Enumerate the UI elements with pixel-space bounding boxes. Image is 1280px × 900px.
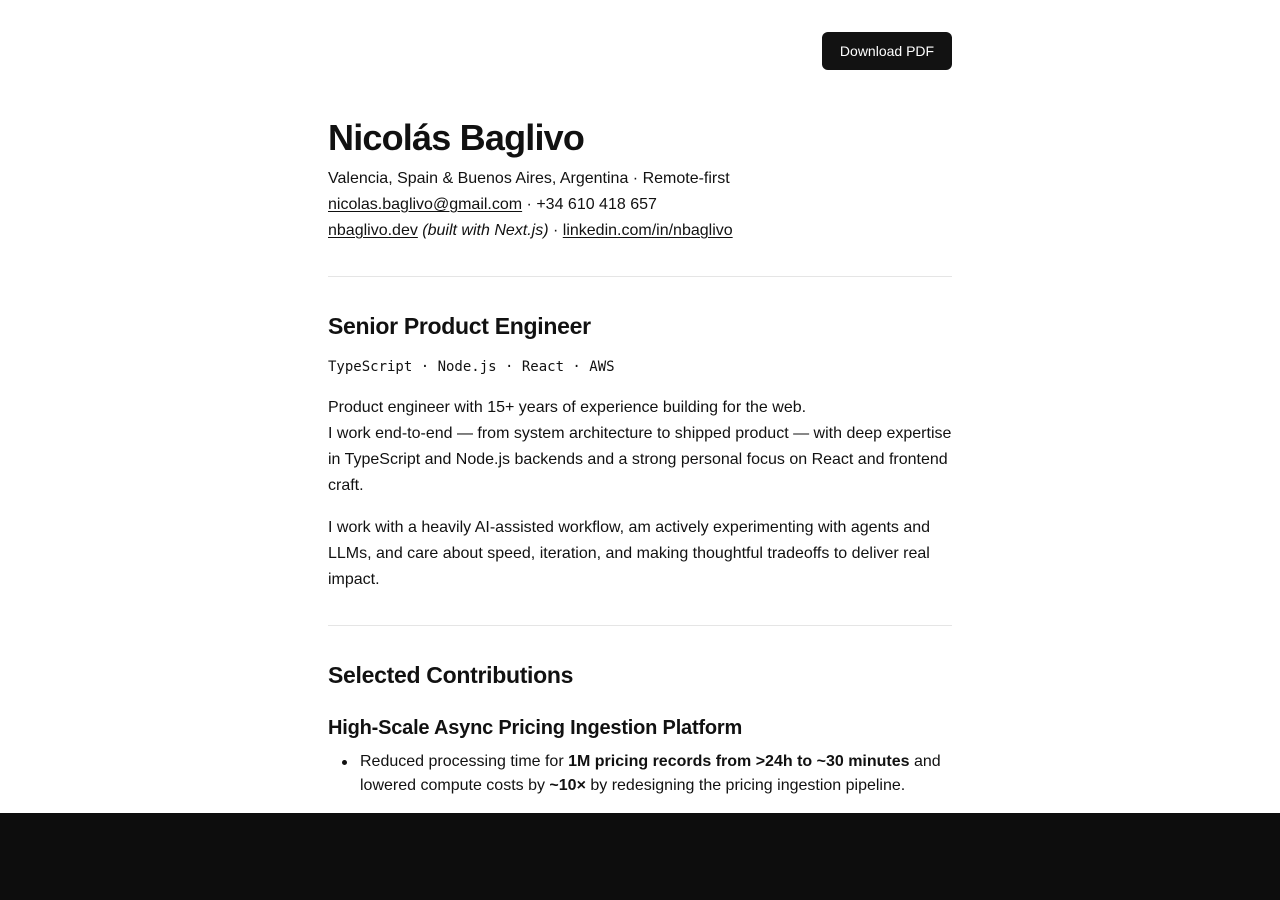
bullet-text: and lowered compute costs by (360, 753, 941, 794)
website-note: (built with Next.js) (422, 222, 549, 239)
summary-paragraph-2: I work with a heavily AI-assisted workflow, am actively experimenting with agents and LLMs, and care about speed, iteration, and making thoughtful tradeoffs to deliver real impact. (328, 519, 931, 588)
divider (328, 625, 952, 626)
contact-info (328, 166, 733, 244)
bottom-bar (0, 813, 1280, 900)
separator: · (522, 196, 537, 213)
project-bullets (328, 750, 952, 806)
tech-stack: TypeScript · Node.js · React · AWS (328, 359, 615, 375)
divider (328, 276, 952, 277)
bullet-highlight: ~10× (549, 777, 586, 794)
bullet-text: Reduced processing time for (360, 753, 569, 770)
summary-line-1: Product engineer with 15+ years of experience building for the web. (328, 399, 807, 416)
page-title: Nicolás Baglivo (328, 117, 585, 158)
list-item (328, 750, 952, 798)
separator: · (548, 222, 563, 239)
links-line (328, 218, 733, 244)
bullet-text: by redesigning the pricing ingestion pipeline. (585, 777, 906, 794)
website-link[interactable]: nbaglivo.dev (328, 222, 418, 239)
summary-line-2: I work end-to-end — from system architecture to shipped product — with deep expertise in TypeScript and Node.js backends and a strong personal focus on React and frontend craft. (328, 425, 952, 494)
project-title: High-Scale Async Pricing Ingestion Platform (328, 717, 743, 739)
summary-paragraph-1 (328, 395, 952, 499)
download-pdf-button[interactable]: Download PDF (822, 32, 952, 70)
linkedin-link[interactable]: linkedin.com/in/nbaglivo (562, 222, 733, 239)
phone-text: +34 610 418 657 (536, 196, 657, 213)
location-text: Valencia, Spain & Buenos Aires, Argentina · Remote-first (328, 170, 730, 187)
contributions-title: Selected Contributions (328, 662, 574, 688)
summary-title: Senior Product Engineer (328, 313, 591, 339)
contact-line (328, 192, 733, 218)
bullet-highlight: 1M pricing records from >24h to ~30 minutes (568, 753, 910, 770)
email-link[interactable]: nicolas.baglivo@gmail.com (328, 196, 523, 213)
